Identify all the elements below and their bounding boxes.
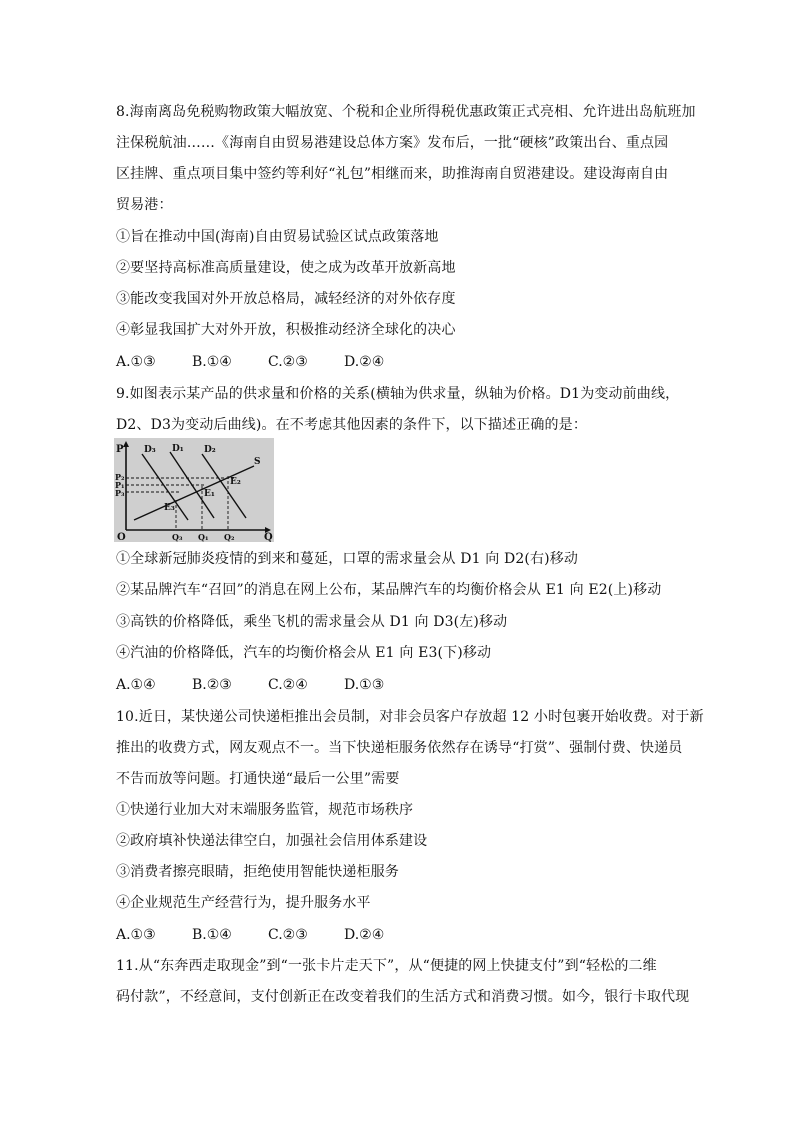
q10-item-1: ①快递行业加大对末端服务监管，规范市场秩序: [116, 802, 414, 818]
q8-line-4: 贸易港：: [116, 197, 173, 213]
label-d1: D₁: [172, 444, 184, 454]
q10-option-d[interactable]: D.②④: [344, 927, 385, 943]
q11-line-2: 码付款”，不经意间，支付创新正在改变着我们的生活方式和消费习惯。如今，银行卡取代现: [116, 989, 690, 1005]
label-q1: Q₁: [198, 532, 209, 542]
q9-line-1: 9.如图表示某产品的供求量和价格的关系(横轴为供求量，纵轴为价格。D1为变动前曲线，: [116, 386, 680, 402]
q9-item-2: ②某品牌汽车“召回”的消息在网上公布，某品牌汽车的均衡价格会从 E1 向 E2(上)移动: [116, 582, 662, 598]
q9-option-b[interactable]: B.②③: [192, 677, 232, 693]
q8-item-2: ②要坚持高标准高质量建设，使之成为改革开放新高地: [116, 260, 456, 276]
q8-item-3: ③能改变我国对外开放总格局，减轻经济的对外依存度: [116, 291, 456, 307]
q8-line-1: 8.海南离岛免税购物政策大幅放宽、个税和企业所得税优惠政策正式亮相、允许进出岛航班加: [116, 104, 696, 120]
origin-label: O: [117, 532, 126, 542]
q8-item-4: ④彰显我国扩大对外开放，积极推动经济全球化的决心: [116, 322, 456, 338]
p-axis-arrow: [123, 441, 129, 447]
q10-line-2: 推出的收费方式，网友观点不一。当下快递柜服务依然存在诱导“打赏”、强制付费、快递员: [116, 740, 683, 756]
q10-line-1: 10.近日，某快递公司快递柜推出会员制，对非会员客户存放超 12 小时包裹开始收费。对于新: [116, 709, 704, 725]
p-axis-label: P: [116, 444, 124, 455]
supply-demand-figure: [114, 438, 274, 542]
label-d3: D₃: [144, 445, 156, 455]
q10-option-b[interactable]: B.①④: [192, 927, 232, 943]
q10-options: [116, 925, 420, 945]
q9-item-4: ④汽油的价格降低，汽车的均衡价格会从 E1 向 E3(下)移动: [116, 645, 492, 661]
q-axis-label: Q: [264, 532, 273, 542]
q8-line-3: 区挂牌、重点项目集中签约等利好“礼包”相继而来，助推海南自贸港建设。建设海南自由: [116, 166, 669, 182]
label-e1: E₁: [204, 489, 215, 499]
q9-option-d[interactable]: D.①③: [344, 677, 385, 693]
q8-line-2: 注保税航油……《海南自由贸易港建设总体方案》发布后，一批“硬核”政策出台、重点园: [116, 135, 669, 151]
q10-option-a[interactable]: A.①③: [116, 927, 156, 943]
label-q3: Q₃: [172, 532, 183, 542]
q10-item-2: ②政府填补快递法律空白，加强社会信用体系建设: [116, 833, 428, 849]
label-e3: E₃: [164, 503, 175, 513]
supply-curve-s: [134, 466, 254, 520]
q10-item-4: ④企业规范生产经营行为，提升服务水平: [116, 895, 371, 911]
q9-item-3: ③高铁的价格降低，乘坐飞机的需求量会从 D1 向 D3(左)移动: [116, 614, 508, 630]
q10-item-3: ③消费者擦亮眼睛，拒绝使用智能快递柜服务: [116, 864, 399, 880]
q8-option-a[interactable]: A.①③: [116, 354, 156, 370]
q9-item-1: ①全球新冠肺炎疫情的到来和蔓延，口罩的需求量会从 D1 向 D2(右)移动: [116, 551, 579, 567]
q8-option-b[interactable]: B.①④: [192, 354, 232, 370]
q9-option-a[interactable]: A.①④: [116, 677, 156, 693]
q9-line-2: D2、D3为变动后曲线)。在不考虑其他因素的条件下，以下描述正确的是：: [116, 417, 587, 433]
q10-option-c[interactable]: C.②③: [268, 927, 308, 943]
label-d2: D₂: [204, 445, 216, 455]
q11-line-1: 11.从“东奔西走取现金”到“一张卡片走天下”，从“便捷的网上快捷支付”到“轻松的二维: [116, 958, 657, 974]
label-s: S: [254, 457, 261, 467]
q10-line-3: 不告而放等问题。打通快递“最后一公里”需要: [116, 771, 400, 787]
label-e2: E₂: [230, 477, 241, 487]
q8-item-1: ①旨在推动中国(海南)自由贸易试验区试点政策落地: [116, 229, 439, 245]
q9-options: [116, 675, 420, 695]
label-q2: Q₂: [224, 532, 235, 542]
label-p1: P₁: [115, 480, 125, 490]
q8-option-c[interactable]: C.②③: [268, 354, 308, 370]
label-p2: P₂: [115, 472, 125, 482]
q9-option-c[interactable]: C.②④: [268, 677, 308, 693]
q8-option-d[interactable]: D.②④: [344, 354, 385, 370]
q8-options: [116, 352, 420, 372]
label-p3: P₃: [115, 488, 125, 498]
